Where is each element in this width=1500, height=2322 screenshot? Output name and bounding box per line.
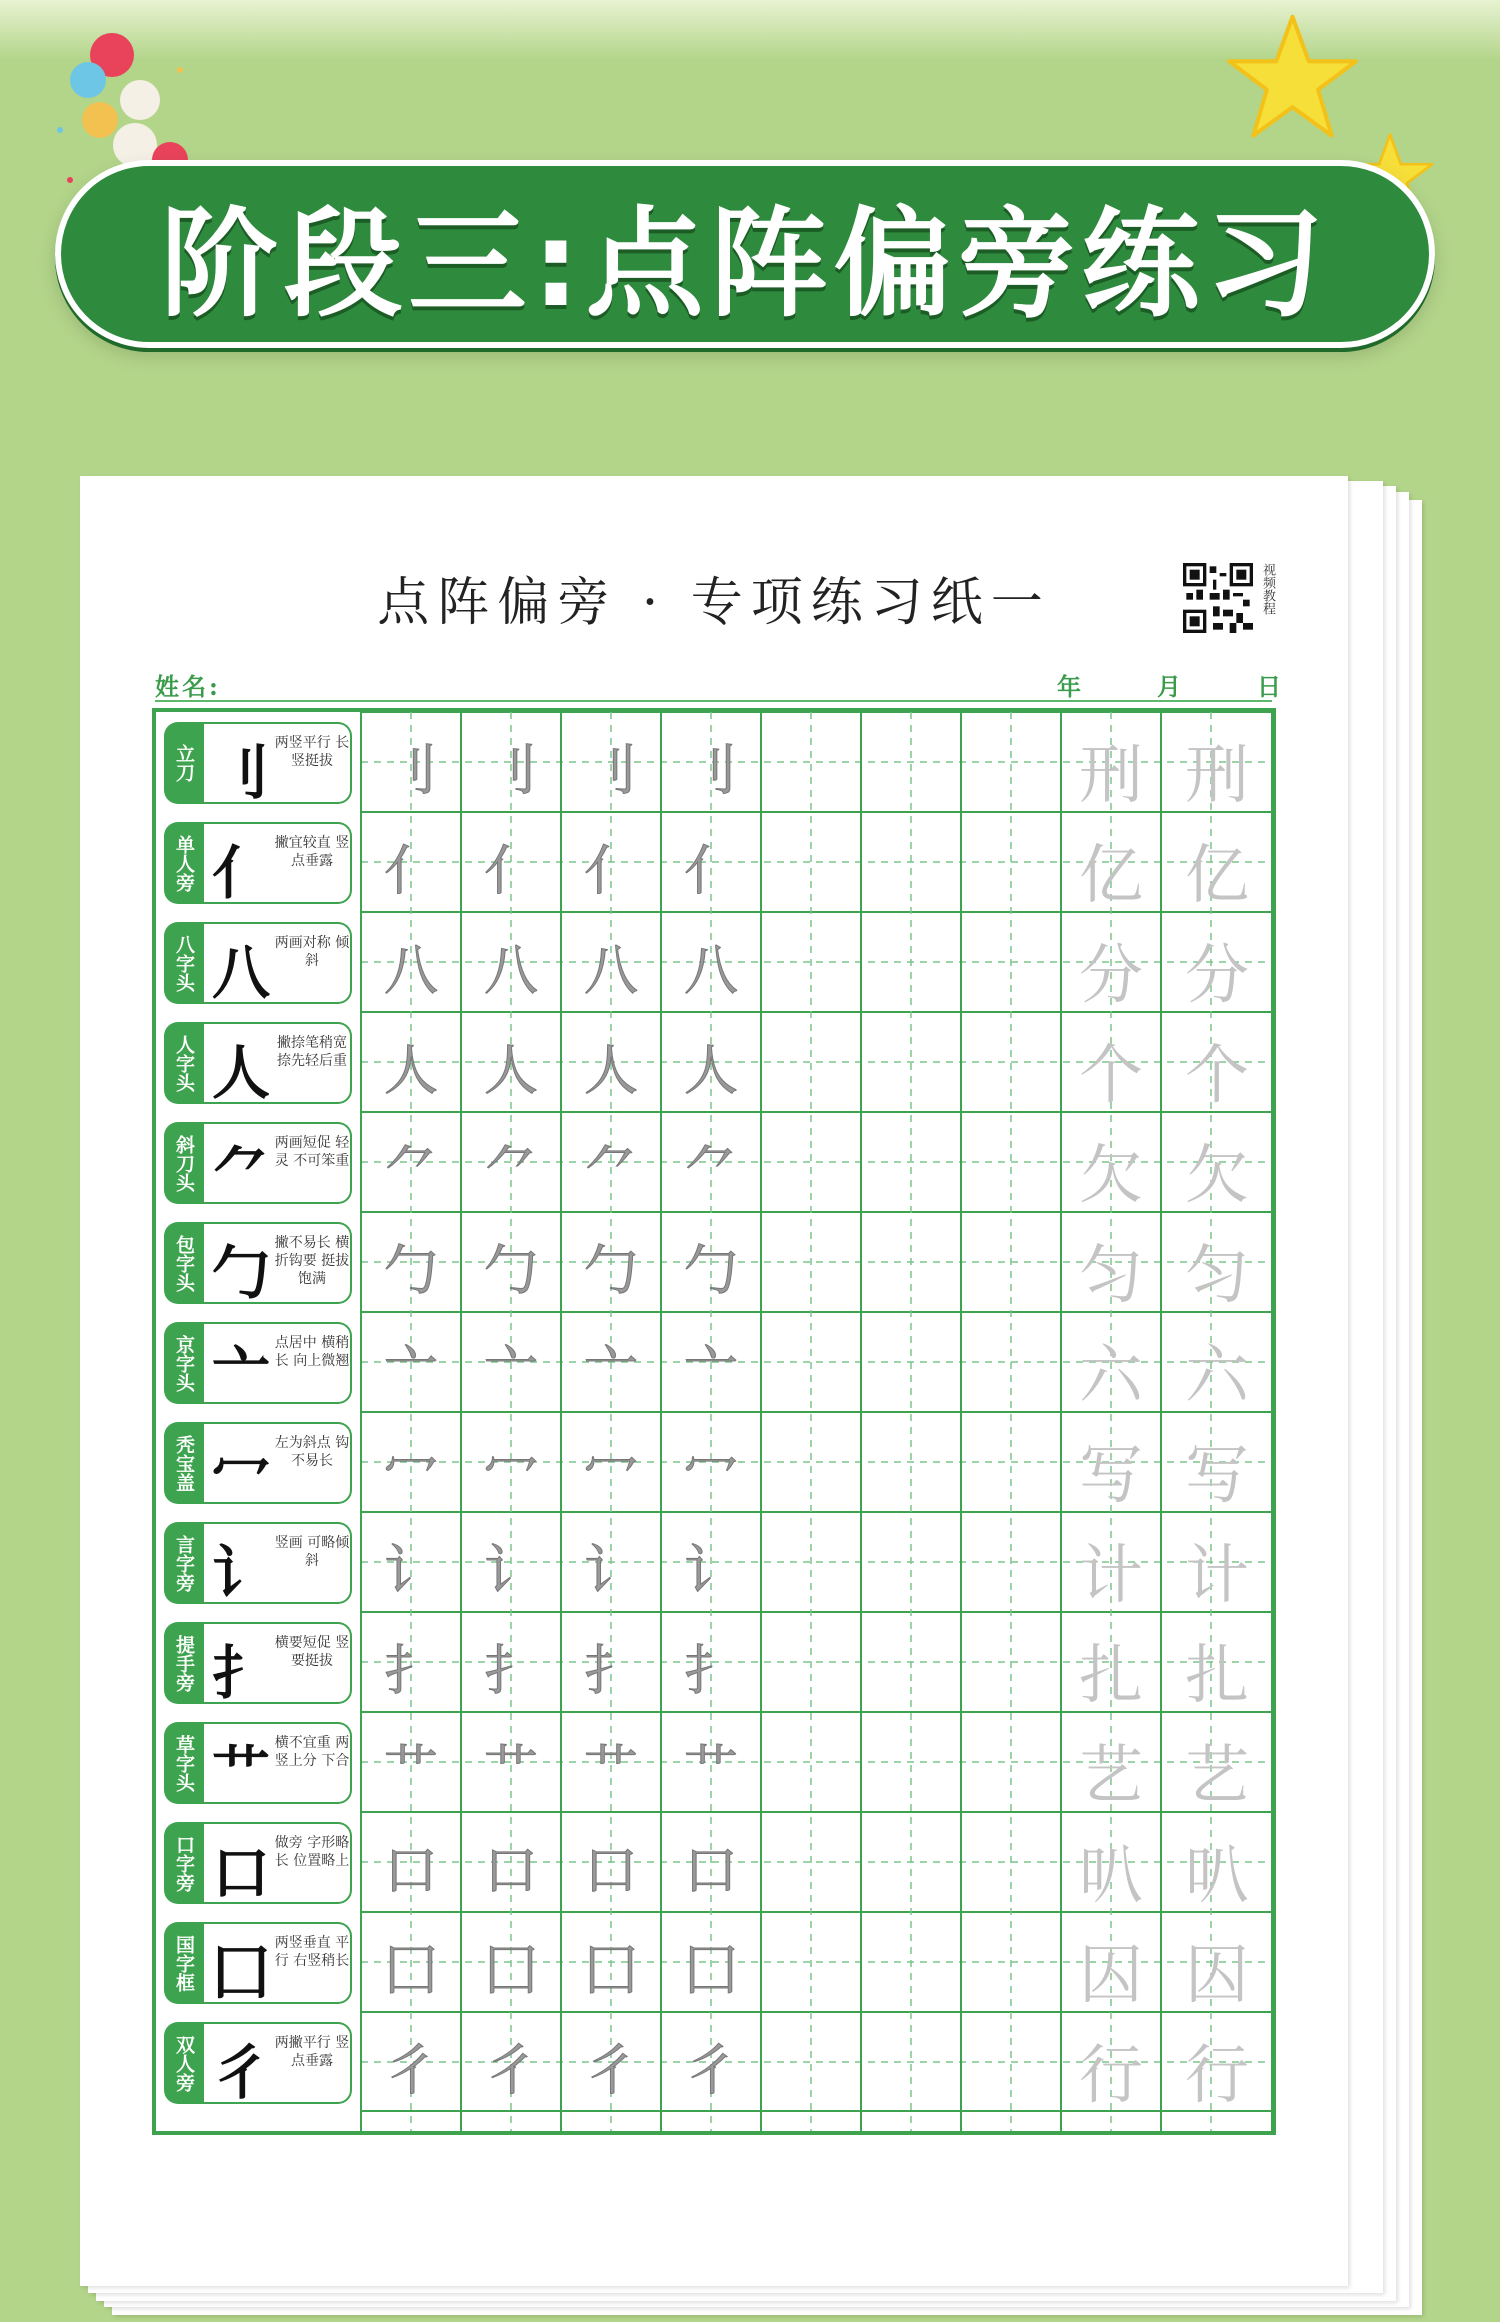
example-character-trace: 刑	[1079, 739, 1143, 813]
dotted-radical-trace: ⺈	[684, 1139, 738, 1202]
stage-banner	[55, 160, 1435, 348]
radical-name-label: 国字框	[164, 1922, 204, 2004]
example-character-trace: 刑	[1185, 739, 1249, 813]
dotted-radical-trace: 艹	[484, 1739, 538, 1802]
dotted-radical-trace: 口	[684, 1839, 738, 1902]
radical-glyph: 囗	[211, 1939, 270, 2007]
dotted-radical-trace: 勹	[584, 1239, 638, 1302]
radical-glyph: 艹	[211, 1739, 270, 1807]
radical-name-label: 提手旁	[164, 1622, 204, 1704]
dotted-radical-trace: ⺈	[484, 1139, 538, 1202]
dotted-radical-trace: 囗	[484, 1939, 538, 2002]
dotted-radical-trace: 冖	[484, 1439, 538, 1502]
example-character-trace: 匀	[1185, 1239, 1249, 1313]
dotted-radical-trace: 冖	[584, 1439, 638, 1502]
radical-glyph: ⺈	[211, 1139, 270, 1207]
dotted-radical-trace: 勹	[684, 1239, 738, 1302]
dotted-radical-trace: 亠	[484, 1339, 538, 1402]
dotted-radical-trace: 囗	[384, 1939, 438, 2002]
dotted-radical-trace: 亻	[684, 839, 738, 902]
name-underline	[155, 700, 1272, 702]
writing-tip: 竖画 可略倾斜	[274, 1535, 350, 1569]
year-label: 年	[1057, 672, 1081, 701]
example-character-trace: 亿	[1185, 839, 1249, 913]
dotted-radical-trace: 刂	[484, 739, 538, 802]
dotted-radical-trace: 亻	[584, 839, 638, 902]
dotted-radical-trace: 亠	[384, 1339, 438, 1402]
dotted-radical-trace: 亻	[384, 839, 438, 902]
example-character-trace: 计	[1185, 1539, 1249, 1613]
dotted-radical-trace: 口	[484, 1839, 538, 1902]
example-character-trace: 叭	[1079, 1839, 1143, 1913]
radical-glyph: 勹	[211, 1239, 270, 1307]
dotted-radical-trace: 亠	[684, 1339, 738, 1402]
dotted-radical-trace: 人	[384, 1039, 438, 1102]
writing-tip: 撇宜较直 竖点垂露	[274, 835, 350, 869]
example-character-trace: 行	[1079, 2039, 1143, 2113]
star-icon	[1225, 10, 1360, 145]
example-character-trace: 写	[1079, 1439, 1143, 1513]
dotted-radical-trace: 讠	[684, 1539, 738, 1602]
example-character-trace: 囚	[1079, 1939, 1143, 2013]
dotted-radical-trace: 彳	[584, 2039, 638, 2102]
example-character-trace: 计	[1079, 1539, 1143, 1613]
radical-name-label: 立刀	[164, 722, 204, 804]
dotted-radical-trace: 勹	[484, 1239, 538, 1302]
dotted-radical-trace: 八	[384, 939, 438, 1002]
example-character-trace: 写	[1185, 1439, 1249, 1513]
radical-name-label: 斜刀头	[164, 1122, 204, 1204]
radical-glyph: 人	[211, 1039, 270, 1107]
example-character-trace: 个	[1185, 1039, 1249, 1113]
writing-tip: 撇捺笔稍宽 捺先轻后重	[277, 1035, 347, 1069]
dotted-radical-trace: 勹	[384, 1239, 438, 1302]
example-character-trace: 行	[1185, 2039, 1249, 2113]
dotted-radical-trace: 讠	[484, 1539, 538, 1602]
example-character-trace: 个	[1079, 1039, 1143, 1113]
qr-code-icon	[1183, 563, 1253, 633]
radical-name-label: 包字头	[164, 1222, 204, 1304]
writing-tip: 两画对称 倾斜	[274, 935, 350, 969]
dotted-radical-trace: 艹	[384, 1739, 438, 1802]
dotted-radical-trace: 人	[584, 1039, 638, 1102]
example-character-trace: 叭	[1185, 1839, 1249, 1913]
radical-glyph: 口	[211, 1839, 270, 1907]
writing-tip: 两撇平行 竖点垂露	[274, 2035, 350, 2069]
radical-glyph: 冖	[211, 1439, 270, 1507]
dotted-radical-trace: 人	[484, 1039, 538, 1102]
radical-name-label: 京字头	[164, 1322, 204, 1404]
dotted-radical-trace: 讠	[384, 1539, 438, 1602]
radical-name-label: 八字头	[164, 922, 204, 1004]
dotted-radical-trace: 囗	[584, 1939, 638, 2002]
dotted-radical-trace: 彳	[384, 2039, 438, 2102]
example-character-trace: 囚	[1185, 1939, 1249, 2013]
radical-name-label: 草字头	[164, 1722, 204, 1804]
dotted-radical-trace: 扌	[484, 1639, 538, 1702]
example-character-trace: 欠	[1079, 1139, 1143, 1213]
qr-label: 视频教程	[1260, 563, 1275, 615]
radical-name-label: 秃宝盖	[164, 1422, 204, 1504]
dotted-radical-trace: 亻	[484, 839, 538, 902]
writing-tip: 两竖平行 长竖挺拔	[274, 735, 350, 769]
radical-glyph: 八	[211, 939, 270, 1007]
dotted-radical-trace: 扌	[584, 1639, 638, 1702]
writing-tip: 两画短促 轻灵 不可笨重	[274, 1135, 350, 1169]
radical-glyph: 亻	[211, 839, 270, 907]
example-character-trace: 亿	[1079, 839, 1143, 913]
dotted-radical-trace: 八	[484, 939, 538, 1002]
example-character-trace: 六	[1079, 1339, 1143, 1413]
example-character-trace: 扎	[1185, 1639, 1249, 1713]
dotted-radical-trace: ⺈	[384, 1139, 438, 1202]
dotted-radical-trace: 讠	[584, 1539, 638, 1602]
dotted-radical-trace: 刂	[384, 739, 438, 802]
radical-glyph: 讠	[211, 1539, 270, 1607]
writing-tip: 横不宜重 两竖上分 下合	[274, 1735, 350, 1769]
writing-tip: 做旁 字形略长 位置略上	[274, 1835, 350, 1869]
dotted-radical-trace: 口	[584, 1839, 638, 1902]
radical-name-label: 单人旁	[164, 822, 204, 904]
radical-glyph: 刂	[211, 739, 270, 807]
dotted-radical-trace: 艹	[584, 1739, 638, 1802]
dotted-radical-trace: 人	[684, 1039, 738, 1102]
dotted-radical-trace: 刂	[684, 739, 738, 802]
dotted-radical-trace: 冖	[684, 1439, 738, 1502]
sheet-title: 点阵偏旁 · 专项练习纸一	[377, 573, 1051, 633]
dotted-radical-trace: 八	[584, 939, 638, 1002]
dotted-radical-trace: 冖	[384, 1439, 438, 1502]
radical-name-label: 双人旁	[164, 2022, 204, 2104]
writing-tip: 左为斜点 钩不易长	[274, 1435, 350, 1469]
radical-glyph: 亠	[211, 1339, 270, 1407]
example-character-trace: 分	[1079, 939, 1143, 1013]
example-character-trace: 艺	[1079, 1739, 1143, 1813]
banner-title: 阶段三:点阵偏旁练习	[160, 195, 1330, 333]
radical-name-label: 口字旁	[164, 1822, 204, 1904]
day-label: 日	[1257, 672, 1281, 701]
radical-glyph: 扌	[211, 1639, 270, 1707]
example-character-trace: 匀	[1079, 1239, 1143, 1313]
example-character-trace: 分	[1185, 939, 1249, 1013]
dotted-radical-trace: 囗	[684, 1939, 738, 2002]
writing-tip: 点居中 横稍长 向上微翘	[274, 1335, 350, 1369]
example-character-trace: 扎	[1079, 1639, 1143, 1713]
dotted-radical-trace: 彳	[484, 2039, 538, 2102]
dotted-radical-trace: 刂	[584, 739, 638, 802]
dotted-radical-trace: 扌	[384, 1639, 438, 1702]
dotted-radical-trace: ⺈	[584, 1139, 638, 1202]
dotted-radical-trace: 扌	[684, 1639, 738, 1702]
example-character-trace: 欠	[1185, 1139, 1249, 1213]
dotted-radical-trace: 彳	[684, 2039, 738, 2102]
dotted-radical-trace: 艹	[684, 1739, 738, 1802]
dotted-radical-trace: 亠	[584, 1339, 638, 1402]
radical-name-label: 言字旁	[164, 1522, 204, 1604]
dotted-radical-trace: 八	[684, 939, 738, 1002]
dotted-radical-trace: 口	[384, 1839, 438, 1902]
example-character-trace: 艺	[1185, 1739, 1249, 1813]
example-character-trace: 六	[1185, 1339, 1249, 1413]
writing-tip: 两竖垂直 平行 右竖稍长	[274, 1935, 350, 1969]
name-label: 姓名:	[155, 672, 221, 701]
radical-name-label: 人字头	[164, 1022, 204, 1104]
month-label: 月	[1157, 672, 1181, 701]
radical-glyph: 彳	[211, 2039, 270, 2107]
writing-tip: 撇不易长 横折钩要 挺拔饱满	[274, 1235, 350, 1287]
writing-tip: 横要短促 竖要挺拔	[274, 1635, 350, 1669]
